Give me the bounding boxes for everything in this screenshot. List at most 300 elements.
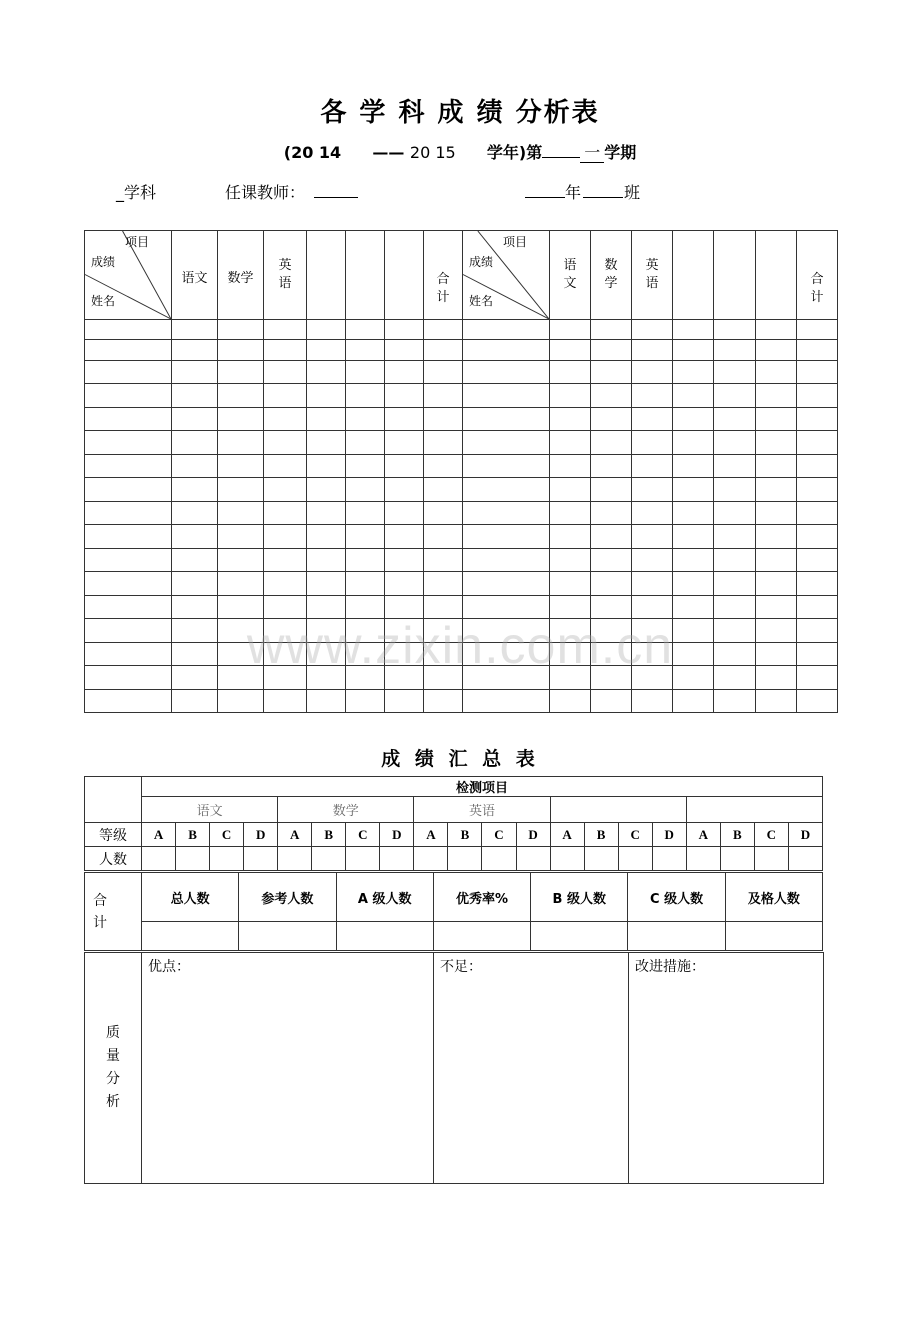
score-cell[interactable] [264,478,307,502]
score-cell[interactable] [756,408,797,431]
score-cell[interactable] [632,320,673,340]
score-cell[interactable] [591,455,632,478]
student-name-cell[interactable] [463,690,550,713]
score-cell[interactable] [756,361,797,384]
score-cell[interactable] [756,340,797,361]
score-cell[interactable] [714,549,756,572]
score-cell[interactable] [264,384,307,408]
grade-count-cell[interactable] [686,847,720,871]
score-cell[interactable] [307,502,346,525]
score-cell[interactable] [218,384,264,408]
score-cell[interactable] [591,384,632,408]
score-cell[interactable] [756,690,797,713]
score-cell[interactable] [385,572,424,596]
score-cell[interactable] [550,361,591,384]
score-cell[interactable] [591,340,632,361]
score-cell[interactable] [591,549,632,572]
score-cell[interactable] [385,525,424,549]
score-cell[interactable] [550,549,591,572]
score-cell[interactable] [172,572,218,596]
score-cell[interactable] [550,478,591,502]
score-cell[interactable] [714,690,756,713]
student-name-cell[interactable] [463,361,550,384]
grade-count-cell[interactable] [278,847,312,871]
score-cell[interactable] [756,525,797,549]
student-name-cell[interactable] [85,320,172,340]
diagonal-header-right [463,231,550,320]
score-cell[interactable] [424,690,463,713]
score-cell[interactable] [385,384,424,408]
student-name-cell[interactable] [463,572,550,596]
student-name-cell[interactable] [85,572,172,596]
score-cell[interactable] [673,478,714,502]
grade-row [85,823,823,847]
score-cell[interactable] [172,431,218,455]
score-cell[interactable] [424,431,463,455]
score-cell[interactable] [632,431,673,455]
score-cell[interactable] [307,340,346,361]
score-cell[interactable] [346,572,385,596]
score-cell[interactable] [172,549,218,572]
score-cell[interactable] [550,384,591,408]
score-cell[interactable] [424,455,463,478]
score-cell[interactable] [424,384,463,408]
excellent-rate-cell[interactable] [433,922,530,951]
score-cell[interactable] [218,320,264,340]
score-cell[interactable] [346,361,385,384]
header-math: 数学 [218,231,264,320]
grade-count-cell[interactable] [720,847,754,871]
score-cell[interactable] [385,408,424,431]
grade-count-cell[interactable] [754,847,788,871]
score-cell[interactable] [591,690,632,713]
score-cell[interactable] [632,572,673,596]
student-name-cell[interactable] [85,549,172,572]
improvements-cell[interactable] [629,953,824,1184]
student-name-cell[interactable] [463,478,550,502]
b-level-count-cell[interactable] [531,922,628,951]
score-cell[interactable] [346,408,385,431]
score-cell[interactable] [673,408,714,431]
score-cell[interactable] [797,384,838,408]
grade-letter-d: D [788,823,822,847]
score-cell[interactable] [264,431,307,455]
score-cell[interactable] [714,320,756,340]
student-name-cell[interactable] [463,384,550,408]
score-cell[interactable] [797,525,838,549]
grade-letter-a: A [278,823,312,847]
score-cell[interactable] [424,572,463,596]
score-cell[interactable] [264,320,307,340]
score-cell[interactable] [632,361,673,384]
score-cell[interactable] [550,431,591,455]
score-row [85,549,838,572]
a-level-count-header: A 级人数 [336,873,433,922]
a-level-count-cell[interactable] [336,922,433,951]
score-cell[interactable] [632,525,673,549]
grade-count-cell[interactable] [414,847,448,871]
score-cell[interactable] [385,340,424,361]
score-cell[interactable] [632,478,673,502]
grade-letter-d: D [380,823,414,847]
score-cell[interactable] [797,455,838,478]
participant-count-cell[interactable] [239,922,336,951]
pass-count-header: 及格人数 [725,873,822,922]
score-cell[interactable] [424,361,463,384]
score-cell[interactable] [714,455,756,478]
score-cell[interactable] [346,690,385,713]
score-cell[interactable] [172,478,218,502]
diag-score-label: 成绩 [469,255,494,269]
score-cell[interactable] [673,525,714,549]
score-cell[interactable] [424,478,463,502]
header-chinese-right: 语 文 [550,231,591,320]
score-cell[interactable] [550,455,591,478]
score-cell[interactable] [385,431,424,455]
score-cell[interactable] [172,384,218,408]
score-cell[interactable] [385,455,424,478]
score-cell[interactable] [346,384,385,408]
score-cell[interactable] [756,455,797,478]
grade-count-cell[interactable] [584,847,618,871]
grade-count-cell[interactable] [142,847,176,871]
score-cell[interactable] [218,572,264,596]
header-total-left: 合 计 [424,231,463,320]
score-cell[interactable] [307,320,346,340]
grade-letter-d: D [244,823,278,847]
student-name-cell[interactable] [85,525,172,549]
score-cell[interactable] [591,431,632,455]
score-cell[interactable] [673,384,714,408]
score-cell[interactable] [714,525,756,549]
student-name-cell[interactable] [85,502,172,525]
score-cell[interactable] [632,502,673,525]
totals-table [84,872,823,951]
score-cell[interactable] [172,455,218,478]
grade-letter-b: B [584,823,618,847]
score-cell[interactable] [756,502,797,525]
score-cell[interactable] [307,690,346,713]
score-cell[interactable] [591,408,632,431]
score-cell[interactable] [591,320,632,340]
score-cell[interactable] [218,340,264,361]
score-cell[interactable] [218,408,264,431]
b-level-count-header: B 级人数 [531,873,628,922]
score-cell[interactable] [307,455,346,478]
score-cell[interactable] [797,690,838,713]
diag-score-label: 成绩 [91,255,116,269]
student-name-cell[interactable] [463,455,550,478]
quality-table [84,952,824,1184]
grade-count-cell[interactable] [516,847,550,871]
score-cell[interactable] [218,455,264,478]
score-cell[interactable] [218,525,264,549]
score-cell[interactable] [218,431,264,455]
score-cell[interactable] [632,455,673,478]
score-row [85,690,838,713]
score-cell[interactable] [346,431,385,455]
score-cell[interactable] [346,525,385,549]
score-cell[interactable] [346,549,385,572]
score-cell[interactable] [632,340,673,361]
summary-table [84,776,823,871]
score-cell[interactable] [172,690,218,713]
score-cell[interactable] [756,478,797,502]
grade-count-cell[interactable] [210,847,244,871]
summary-corner [85,777,142,823]
grade-count-cell[interactable] [482,847,516,871]
score-cell[interactable] [591,478,632,502]
score-cell[interactable] [172,525,218,549]
score-cell[interactable] [673,431,714,455]
grade-count-cell[interactable] [176,847,210,871]
score-cell[interactable] [673,549,714,572]
score-cell[interactable] [591,502,632,525]
score-cell[interactable] [714,478,756,502]
grade-count-cell[interactable] [380,847,414,871]
score-cell[interactable] [172,320,218,340]
score-cell[interactable] [424,502,463,525]
score-cell[interactable] [424,320,463,340]
score-cell[interactable] [550,320,591,340]
score-cell[interactable] [424,340,463,361]
score-cell[interactable] [673,361,714,384]
score-cell[interactable] [385,502,424,525]
grade-letter-b: B [312,823,346,847]
score-cell[interactable] [673,340,714,361]
score-cell[interactable] [218,690,264,713]
score-cell[interactable] [385,690,424,713]
score-cell[interactable] [714,340,756,361]
student-name-cell[interactable] [463,340,550,361]
score-cell[interactable] [346,455,385,478]
score-cell[interactable] [591,361,632,384]
grade-count-cell[interactable] [550,847,584,871]
score-cell[interactable] [264,340,307,361]
grade-count-cell[interactable] [652,847,686,871]
score-cell[interactable] [550,525,591,549]
score-cell[interactable] [346,502,385,525]
student-name-cell[interactable] [85,384,172,408]
score-cell[interactable] [172,502,218,525]
score-cell[interactable] [264,361,307,384]
score-cell[interactable] [307,525,346,549]
score-cell[interactable] [797,502,838,525]
score-cell[interactable] [797,549,838,572]
score-cell[interactable] [550,502,591,525]
c-level-count-cell[interactable] [628,922,725,951]
student-name-cell[interactable] [463,408,550,431]
score-cell[interactable] [673,690,714,713]
score-cell[interactable] [797,478,838,502]
score-cell[interactable] [632,690,673,713]
score-cell[interactable] [550,690,591,713]
score-cell[interactable] [307,572,346,596]
grade-count-cell[interactable] [346,847,380,871]
score-cell[interactable] [264,572,307,596]
grade-count-cell[interactable] [312,847,346,871]
score-cell[interactable] [264,502,307,525]
header-blank [346,231,385,320]
score-cell[interactable] [346,340,385,361]
student-name-cell[interactable] [463,549,550,572]
score-cell[interactable] [264,549,307,572]
class-field[interactable] [583,183,623,198]
header-blank [756,231,797,320]
score-cell[interactable] [797,361,838,384]
weaknesses-cell[interactable] [434,953,629,1184]
score-row [85,455,838,478]
score-cell[interactable] [714,384,756,408]
score-cell[interactable] [218,502,264,525]
score-cell[interactable] [591,525,632,549]
student-name-cell[interactable] [85,455,172,478]
school-year-line [0,140,920,163]
score-cell[interactable] [714,431,756,455]
score-cell[interactable] [307,361,346,384]
score-cell[interactable] [797,320,838,340]
score-cell[interactable] [550,572,591,596]
class-label: 班 [624,183,641,202]
grade-letter-c: C [210,823,244,847]
score-cell[interactable] [218,549,264,572]
score-row [85,525,838,549]
score-cell[interactable] [264,690,307,713]
student-name-cell[interactable] [463,431,550,455]
student-name-cell[interactable] [85,431,172,455]
grade-label: 年 [565,183,582,202]
score-cell[interactable] [346,478,385,502]
score-cell[interactable] [756,572,797,596]
summary-subject-blank [550,797,686,823]
quality-row [85,953,824,1184]
score-cell[interactable] [550,408,591,431]
score-cell[interactable] [673,455,714,478]
score-cell[interactable] [756,320,797,340]
pass-count-cell[interactable] [725,922,822,951]
score-cell[interactable] [385,549,424,572]
quality-analysis-label: 质 量 分 析 [85,953,142,1184]
score-cell[interactable] [797,408,838,431]
score-cell[interactable] [797,431,838,455]
score-cell[interactable] [714,502,756,525]
term-blank-1[interactable] [542,143,580,158]
student-name-cell[interactable] [463,525,550,549]
header-blank [714,231,756,320]
strengths-label: 优点： [148,959,190,975]
grade-count-cell[interactable] [244,847,278,871]
grade-letter-a: A [550,823,584,847]
totals-label: 合 计 [85,873,142,951]
score-cell[interactable] [714,408,756,431]
score-cell[interactable] [591,572,632,596]
teacher-field[interactable] [314,183,358,198]
score-cell[interactable] [673,572,714,596]
score-cell[interactable] [632,408,673,431]
score-cell[interactable] [424,408,463,431]
score-cell[interactable] [172,340,218,361]
score-cell[interactable] [632,384,673,408]
score-cell[interactable] [714,361,756,384]
term-prefix: 第 [526,143,543,162]
summary-title: 成 绩 汇 总 表 [381,748,539,770]
score-cell[interactable] [172,408,218,431]
score-cell[interactable] [797,340,838,361]
score-cell[interactable] [756,549,797,572]
student-name-cell[interactable] [85,408,172,431]
test-items-header: 检测项目 [142,777,823,797]
grade-letter-d: D [516,823,550,847]
score-cell[interactable] [797,572,838,596]
score-cell[interactable] [307,549,346,572]
score-cell[interactable] [264,525,307,549]
header-blank [307,231,346,320]
grade-letter-c: C [346,823,380,847]
score-cell[interactable] [424,525,463,549]
improvements-label: 改进措施： [635,959,705,975]
score-cell[interactable] [632,549,673,572]
score-row [85,340,838,361]
grade-count-cell[interactable] [788,847,822,871]
grade-count-cell[interactable] [448,847,482,871]
student-name-cell[interactable] [85,340,172,361]
term-value: 一 [580,143,604,163]
score-cell[interactable] [307,408,346,431]
score-cell[interactable] [714,572,756,596]
score-cell[interactable] [424,549,463,572]
score-cell[interactable] [218,478,264,502]
score-cell[interactable] [346,320,385,340]
total-count-cell[interactable] [142,922,239,951]
student-name-cell[interactable] [463,320,550,340]
total-count-header: 总人数 [142,873,239,922]
score-cell[interactable] [673,502,714,525]
grade-count-cell[interactable] [618,847,652,871]
score-cell[interactable] [385,361,424,384]
count-label: 人数 [85,847,142,871]
student-name-cell[interactable] [85,690,172,713]
score-cell[interactable] [307,431,346,455]
year-dash: —— [372,143,405,162]
diag-name-label: 姓名 [469,294,494,308]
score-cell[interactable] [756,384,797,408]
year-end: 20 15 [409,143,456,162]
weaknesses-label: 不足： [440,959,482,975]
score-cell[interactable] [307,478,346,502]
student-name-cell[interactable] [463,502,550,525]
grade-label: 等级 [85,823,142,847]
score-cell[interactable] [307,384,346,408]
score-cell[interactable] [172,361,218,384]
diagonal-header-left [85,231,172,320]
score-row [85,431,838,455]
student-name-cell[interactable] [85,478,172,502]
strengths-cell[interactable] [142,953,434,1184]
score-cell[interactable] [550,340,591,361]
score-cell[interactable] [218,361,264,384]
student-name-cell[interactable] [85,361,172,384]
count-row [85,847,823,871]
score-cell[interactable] [264,408,307,431]
grade-field[interactable] [525,183,565,198]
score-cell[interactable] [385,320,424,340]
score-cell[interactable] [264,455,307,478]
score-cell[interactable] [756,431,797,455]
score-cell[interactable] [385,478,424,502]
score-cell[interactable] [673,320,714,340]
term-suffix: 学期 [604,143,637,162]
summary-subject-blank [686,797,822,823]
